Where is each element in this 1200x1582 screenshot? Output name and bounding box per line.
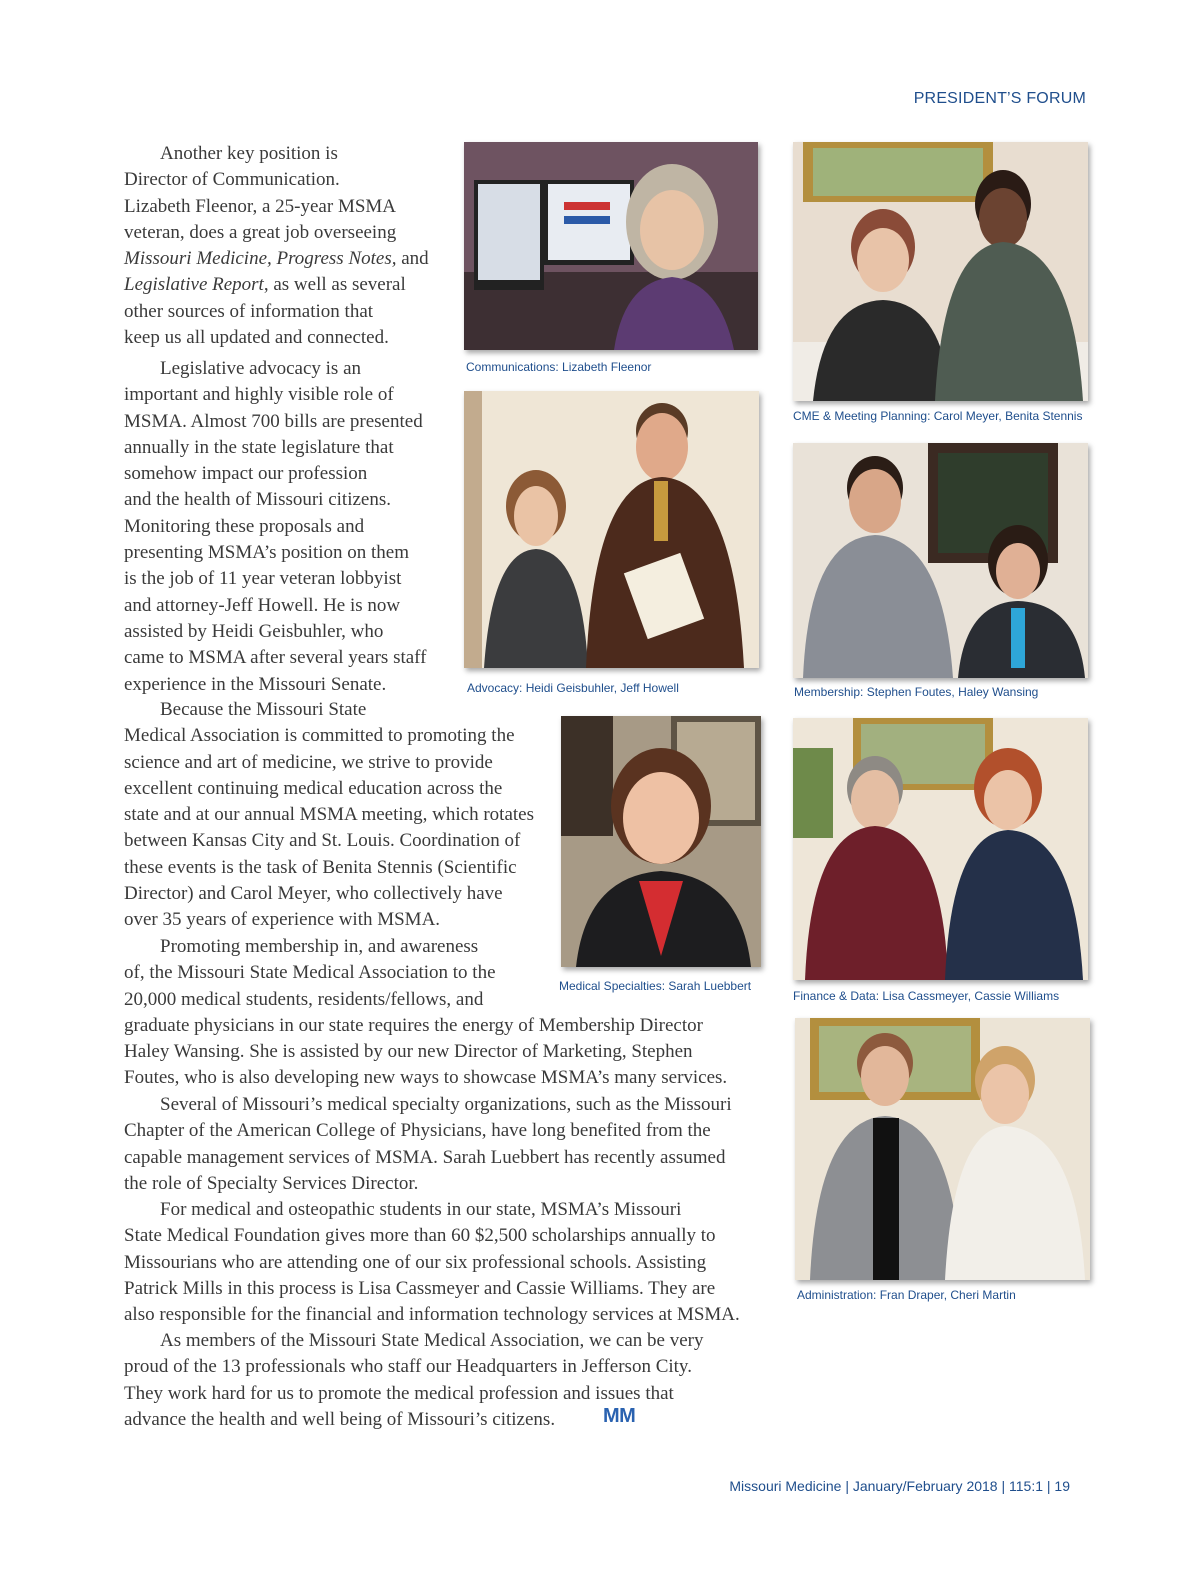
- paragraph-communication: Another key position is Director of Communication. Lizabeth Fleenor, a 25-year MSMA veteran, does a great job overseeing Missouri Medicine, Progress Notes, and Legislative Report, as well as several other sources of information that keep us all updated and connected.: [124, 143, 429, 349]
- caption-specialties: Medical Specialties: Sarah Luebbert: [559, 979, 752, 993]
- section-header: PRESIDENT’S FORUM: [913, 90, 1086, 107]
- photo-cme: [793, 142, 1088, 401]
- caption-finance: Finance & Data: Lisa Cassmeyer, Cassie Williams: [793, 989, 1060, 1003]
- mm-end-mark: MM: [603, 1405, 636, 1427]
- photo-administration: [795, 1018, 1090, 1280]
- paragraph-membership: Promoting membership in, and awareness of, the Missouri State Medical Association to the 20,000 medical students, residents/fellows, and graduate physicians in our state requires the energy of Membership Director Haley Wansing. She is assisted by our new Director of Marketing, Stephen Foutes, who is also developing new ways to showcase MSMA’s many services.: [124, 936, 728, 1089]
- photo-advocacy: [464, 391, 759, 668]
- paragraph-specialty: Several of Missouri’s medical specialty organizations, such as the Missouri Chapter of the American College of Physicians, have long benefited from the capable management services of MSMA. Sarah Luebbert has recently assumed the role of Specialty Services Director.: [124, 1094, 732, 1194]
- photo-membership: [793, 443, 1088, 678]
- caption-administration: Administration: Fran Draper, Cheri Martin: [797, 1288, 1016, 1302]
- caption-communications: Communications: Lizabeth Fleenor: [466, 360, 652, 374]
- photo-finance: [793, 718, 1088, 980]
- paragraph-education: Because the Missouri State Medical Association is committed to promoting the science and art of medicine, we strive to provide excellent continuing medical education across the state and at our annual MSMA meeting, which rotates between Kansas City and St. Louis. Coordination of these events is the task of Benita Stennis (Scientific Director) and Carol Meyer, who collectively have over 35 years of experience with MSMA.: [124, 699, 534, 931]
- caption-advocacy: Advocacy: Heidi Geisbuhler, Jeff Howell: [467, 681, 679, 695]
- photo-specialties: [561, 716, 761, 967]
- paragraph-closing: As members of the Missouri State Medical Association, we can be very proud of the 13 professionals who staff our Headquarters in Jefferson City. They work hard for us to promote the medical profession and issues that advance the health and well being of Missouri’s citizens.: [124, 1330, 704, 1430]
- caption-cme: CME & Meeting Planning: Carol Meyer, Benita Stennis: [793, 409, 1083, 423]
- paragraph-advocacy: Legislative advocacy is an important and highly visible role of MSMA. Almost 700 bills are presented annually in the state legislature that somehow impact our profession and the health of Missouri citizens. Monitoring these proposals and presenting MSMA’s position on them is the job of 11 year veteran lobbyist and attorney-Jeff Howell. He is now assisted by Heidi Geisbuhler, who came to MSMA after several years staff experience in the Missouri Senate.: [124, 358, 427, 695]
- paragraph-foundation: For medical and osteopathic students in our state, MSMA’s Missouri State Medical Foundation gives more than 60 $2,500 scholarships annually to Missourians who are attending one of our six professional schools. Assisting Patrick Mills in this process is Lisa Cassmeyer and Cassie Williams. They are also responsible for the financial and information technology services at MSMA.: [124, 1199, 740, 1326]
- caption-membership: Membership: Stephen Foutes, Haley Wansing: [794, 685, 1039, 699]
- page-footer: Missouri Medicine | January/February 2018 | 115:1 | 19: [729, 1478, 1070, 1494]
- photo-communications: [464, 142, 758, 350]
